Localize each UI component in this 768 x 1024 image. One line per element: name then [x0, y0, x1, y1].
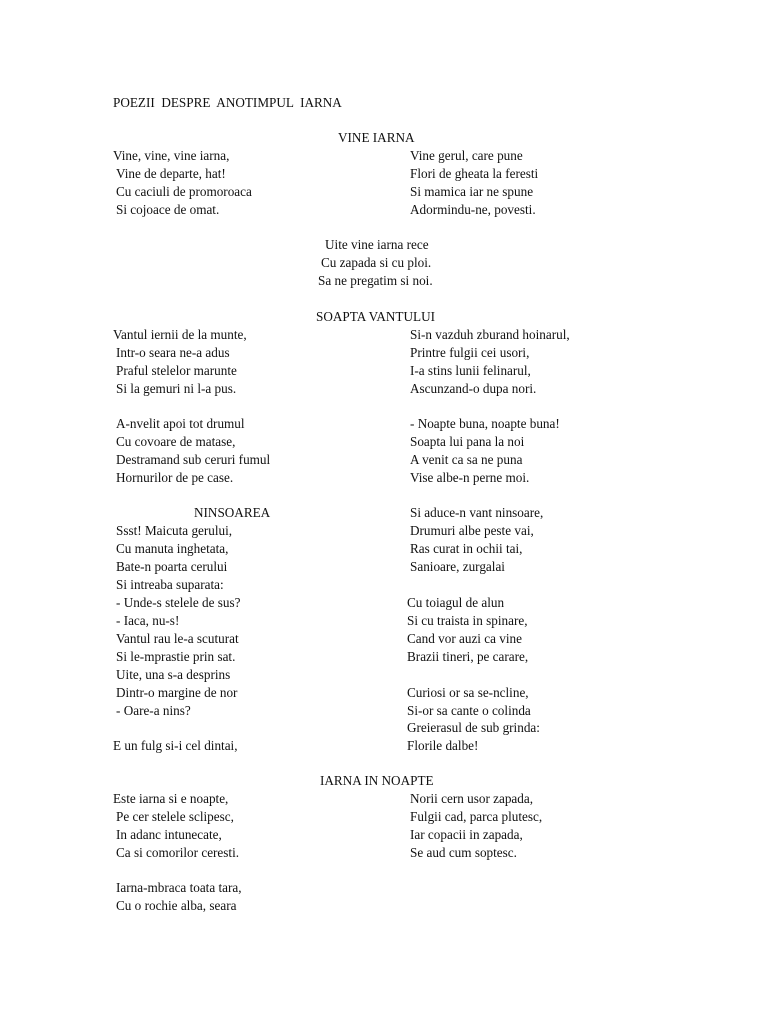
poem-line: Ascunzand-o dupa nori. [410, 381, 537, 396]
poem-line: Dintr-o margine de nor [116, 685, 238, 700]
poem-line: Si-or sa cante o colinda [407, 703, 531, 718]
poem-line: Drumuri albe peste vai, [410, 523, 534, 538]
poem-line: Sanioare, zurgalai [410, 559, 505, 574]
poem-line: Si aduce-n vant ninsoare, [410, 505, 544, 520]
poem-line: I-a stins lunii felinarul, [410, 363, 531, 378]
poem-line: Si intreaba suparata: [116, 577, 224, 592]
poem-line: Ca si comorilor ceresti. [116, 845, 240, 860]
poem-line: Vise albe-n perne moi. [410, 470, 530, 485]
poem-line: Brazii tineri, pe carare, [407, 649, 529, 664]
poem-line: E un fulg si-i cel dintai, [113, 738, 238, 753]
poem-line: Cu covoare de matase, [116, 434, 236, 449]
poem-line: Uite vine iarna rece [325, 237, 429, 252]
poem-line: Si cu traista in spinare, [407, 613, 528, 628]
poem-line: - Oare-a nins? [116, 703, 191, 718]
poem-line: Iar copacii in zapada, [410, 827, 523, 842]
poem-line: Cu zapada si cu ploi. [321, 255, 432, 270]
poem-line: - Unde-s stelele de sus? [116, 595, 241, 610]
poem-line: Norii cern usor zapada, [410, 791, 534, 806]
poem-line: Hornurilor de pe case. [116, 470, 234, 485]
poem-line: Si-n vazduh zburand hoinarul, [410, 327, 570, 342]
poem-line: Si mamica iar ne spune [410, 184, 534, 199]
poem-title-soapta-vantului: SOAPTA VANTULUI [316, 309, 435, 324]
poem-line: Adormindu-ne, povesti. [410, 202, 536, 217]
poem-line: Se aud cum soptesc. [410, 845, 517, 860]
poem-line: Vine, vine, vine iarna, [113, 148, 230, 163]
poem-line: Uite, una s-a desprins [116, 667, 231, 682]
poem-title-vine-iarna: VINE IARNA [338, 130, 415, 145]
poem-line: Cu manuta inghetata, [116, 541, 229, 556]
poem-line: Vine de departe, hat! [116, 166, 226, 181]
poem-line: Soapta lui pana la noi [410, 434, 525, 449]
poem-line: Iarna-mbraca toata tara, [116, 880, 242, 895]
poem-line: Cu toiagul de alun [407, 595, 505, 610]
poem-line: Printre fulgii cei usori, [410, 345, 530, 360]
poem-line: Cand vor auzi ca vine [407, 631, 522, 646]
poem-title-iarna-in-noapte: IARNA IN NOAPTE [320, 773, 434, 788]
poem-line: A venit ca sa ne puna [410, 452, 523, 467]
poem-line: Florile dalbe! [407, 738, 479, 753]
poem-line: Intr-o seara ne-a adus [116, 345, 230, 360]
poem-line: Si cojoace de omat. [116, 202, 220, 217]
poem-line: Sa ne pregatim si noi. [318, 273, 433, 288]
poem-line: Si le-mprastie prin sat. [116, 649, 236, 664]
poem-line: Este iarna si e noapte, [113, 791, 229, 806]
poem-line: Greierasul de sub grinda: [407, 720, 540, 735]
poem-line: Pe cer stelele sclipesc, [116, 809, 234, 824]
poem-line: Flori de gheata la feresti [410, 166, 539, 181]
poem-line: Vine gerul, care pune [410, 148, 523, 163]
poem-line: Ras curat in ochii tai, [410, 541, 523, 556]
poem-line: Praful stelelor marunte [116, 363, 237, 378]
poem-line: In adanc intunecate, [116, 827, 222, 842]
poem-line: Bate-n poarta cerului [116, 559, 228, 574]
poem-line: A-nvelit apoi tot drumul [116, 416, 245, 431]
poem-line: Cu o rochie alba, seara [116, 898, 237, 913]
poem-line: Vantul rau le-a scuturat [116, 631, 239, 646]
poem-line: Fulgii cad, parca plutesc, [410, 809, 543, 824]
poem-line: Si la gemuri ni l-a pus. [116, 381, 237, 396]
poem-line: - Noapte buna, noapte buna! [410, 416, 560, 431]
poem-line: Destramand sub ceruri fumul [116, 452, 271, 467]
poem-line: Ssst! Maicuta gerului, [116, 523, 233, 538]
poem-line: Cu caciuli de promoroaca [116, 184, 252, 199]
document-title: POEZII DESPRE ANOTIMPUL IARNA [113, 95, 342, 110]
poem-line: - Iaca, nu-s! [116, 613, 180, 628]
poem-line: Curiosi or sa se-ncline, [407, 685, 529, 700]
poem-line: Vantul iernii de la munte, [113, 327, 247, 342]
poem-title-ninsoarea: NINSOAREA [194, 505, 271, 520]
